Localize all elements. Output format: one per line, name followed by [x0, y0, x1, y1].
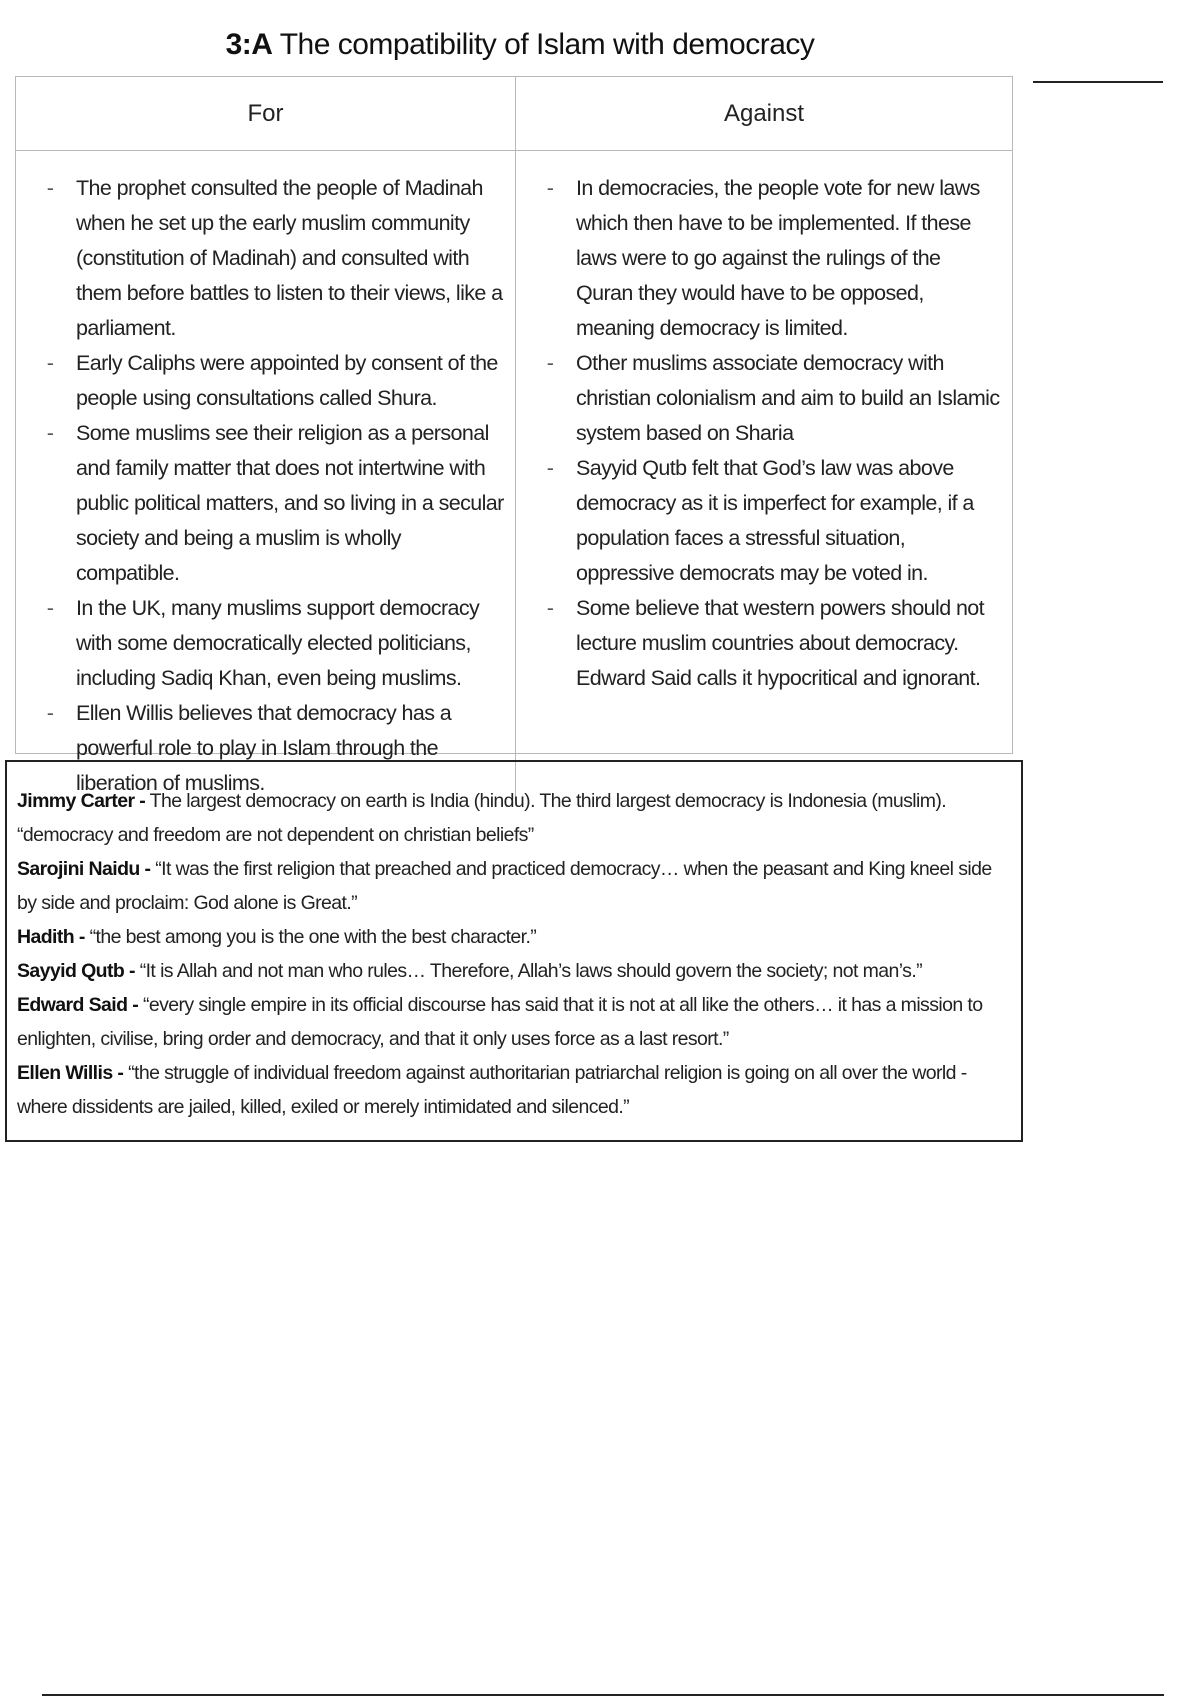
quote-speaker: Jimmy Carter - — [17, 790, 146, 812]
bullet-marker: - — [546, 596, 554, 620]
quote-edward-said — [17, 988, 1005, 1056]
bullet-marker: - — [546, 351, 554, 375]
quote-hadith — [17, 920, 1005, 954]
bullet-marker: - — [546, 456, 554, 480]
title-code: 3:A — [225, 28, 273, 61]
for-against-table — [15, 76, 1013, 795]
top-rule-divider — [1033, 81, 1163, 83]
quote-speaker: Hadith - — [17, 926, 85, 948]
quote-jimmy-carter — [17, 784, 1005, 852]
quote-sarojini-naidu — [17, 852, 1005, 920]
for-list-item — [40, 346, 505, 416]
bullet-marker: - — [546, 176, 554, 200]
against-list-item — [540, 171, 1002, 346]
bullet-marker: - — [46, 596, 54, 620]
against-item-text: Other muslims associate democracy with christian colonialism and aim to build an Islamic system based on Sharia — [576, 351, 1000, 445]
bullet-marker: - — [46, 421, 54, 445]
quote-text: “It was the first religion that preached and practiced democracy… when the peasant and King kneel side by side and proclaim: God alone is Great.” — [17, 858, 992, 914]
quote-text: The largest democracy on earth is India (hindu). The third largest democracy is Indonesia (muslim). “democracy and freedom are not dependent on christian beliefs” — [17, 790, 947, 846]
against-column-header: Against — [516, 77, 1012, 151]
bullet-marker: - — [46, 351, 54, 375]
for-item-text: Some muslims see their religion as a personal and family matter that does not intertwine with public political matters, and so living in a secular society and being a muslim is wholly compatible. — [76, 421, 504, 585]
quote-text: “the struggle of individual freedom against authoritarian patriarchal religion is going on all over the world - where dissidents are jailed, killed, exiled or merely intimidated and silenced.” — [17, 1062, 967, 1118]
for-item-text: In the UK, many muslims support democracy with some democratically elected politicians, including Sadiq Khan, even being muslims. — [76, 596, 480, 690]
quote-text: “the best among you is the one with the best character.” — [89, 926, 537, 948]
against-column-cell — [516, 151, 1012, 801]
bullet-marker: - — [46, 176, 54, 200]
quote-text: “every single empire in its official discourse has said that it is not at all like the others… it has a mission to enlighten, civilise, bring order and democracy, and that it only uses force as a last resort.” — [17, 994, 983, 1050]
against-list-item — [540, 346, 1002, 451]
for-item-text: Early Caliphs were appointed by consent of the people using consultations called Shura. — [76, 351, 498, 410]
against-item-text: Some believe that western powers should not lecture muslim countries about democracy. Edward Said calls it hypocritical and ignorant. — [576, 596, 985, 690]
for-item-text: Ellen Willis believes that democracy has a powerful role to play in Islam through the liberation of muslims. — [76, 701, 452, 795]
against-list-item — [540, 451, 1002, 591]
quote-sayyid-qutb — [17, 954, 1005, 988]
quote-speaker: Sayyid Qutb - — [17, 960, 135, 982]
against-item-text: Sayyid Qutb felt that God’s law was above democracy as it is imperfect for example, if a population faces a stressful situation, oppressive democrats may be voted in. — [576, 456, 974, 585]
against-list-item — [540, 591, 1002, 696]
page-title — [0, 28, 1040, 62]
title-text: The compatibility of Islam with democracy — [279, 28, 815, 61]
for-list-item — [40, 591, 505, 696]
for-item-text: The prophet consulted the people of Madinah when he set up the early muslim community (constitution of Madinah) and consulted with them before battles to listen to their views, like a parliament. — [76, 176, 503, 340]
quotes-box — [5, 760, 1023, 1142]
for-list — [40, 171, 505, 801]
for-list-item — [40, 416, 505, 591]
against-item-text: In democracies, the people vote for new laws which then have to be implemented. If these laws were to go against the rulings of the Quran they would have to be opposed, meaning democracy is limited. — [576, 176, 980, 340]
against-list — [540, 171, 1002, 696]
quote-text: “It is Allah and not man who rules… Therefore, Allah’s laws should govern the society; not man’s.” — [139, 960, 923, 982]
quote-speaker: Sarojini Naidu - — [17, 858, 151, 880]
quote-speaker: Edward Said - — [17, 994, 139, 1016]
bottom-rule-divider — [42, 1694, 1164, 1696]
quote-ellen-willis — [17, 1056, 1005, 1124]
quote-speaker: Ellen Willis - — [17, 1062, 124, 1084]
for-column-header: For — [16, 77, 516, 151]
bullet-marker: - — [46, 701, 54, 725]
for-column-cell — [16, 151, 516, 801]
for-list-item — [40, 171, 505, 346]
